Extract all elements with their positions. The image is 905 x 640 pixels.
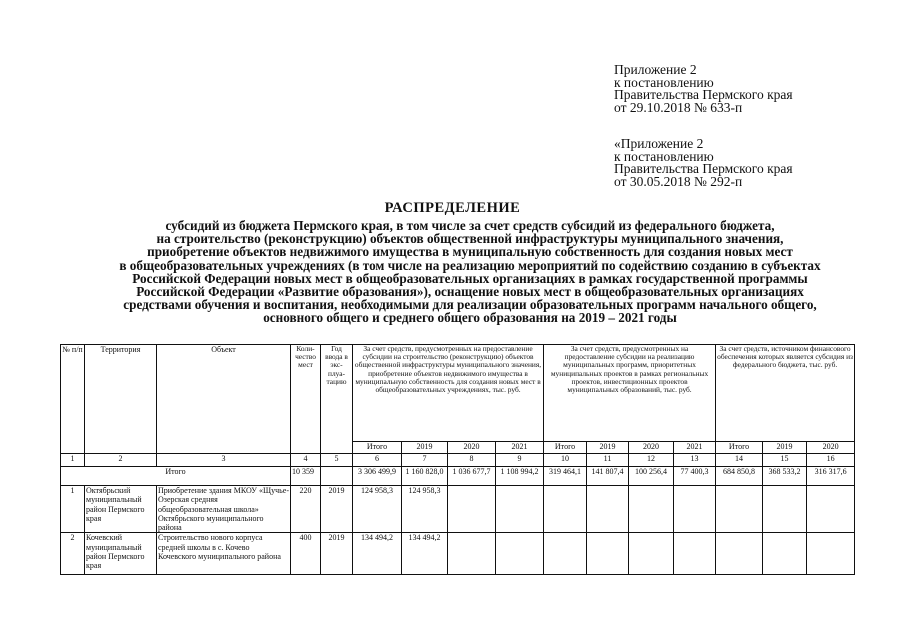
header-group-infrastructure: За счет средств, предусмотренных на предоставление субсидии на строительство (реконструкцию) объектов общественной инфраструктуры муниципального значения, приобретение объектов недвижимого имущества в муниципальную собственность для создания новых мест в общеобразовательных учреждениях, тыс. руб. [353, 345, 544, 442]
header-g3-total: Итого [716, 442, 763, 454]
header-group-programs: За счет средств, предусмотренных на предоставление субсидии на реализацию муниципальных программ, приоритетных муниципальных проектов в рамках региональных проектов, инвестиционных проектов муниципальных образований, тыс. руб. [544, 345, 716, 442]
distribution-table-wrapper [60, 344, 855, 575]
header-g3-2019: 2019 [763, 442, 807, 454]
header-object: Объект [157, 345, 291, 454]
row-g1-2019: 134 494,2 [402, 533, 448, 575]
document-subtitle [40, 219, 900, 325]
header-g1-total: Итого [353, 442, 402, 454]
subtitle-line: средствами обучения и воспитания, необходимыми для реализации образовательных программ начального общего, [123, 297, 817, 313]
total-g1-total: 3 306 499,9 [353, 467, 402, 486]
total-g1-2020: 1 036 677,7 [448, 467, 496, 486]
column-number: 8 [448, 454, 496, 467]
column-number: 3 [157, 454, 291, 467]
column-number: 9 [496, 454, 544, 467]
appendix-line: к постановлению [614, 148, 714, 164]
total-g2-total: 319 464,1 [544, 467, 587, 486]
appendix-line: Правительства Пермского края [614, 87, 793, 102]
header-territory: Территория [85, 345, 157, 454]
row-g1-total: 124 958,3 [353, 486, 402, 533]
column-number: 1 [61, 454, 85, 467]
header-group-federal: За счет средств, источником финансового обеспечения которых является субсидия из федерального бюджета, тыс. руб. [716, 345, 855, 442]
subtitle-line: приобретение объектов недвижимого имущества в муниципальную собственность для создания новых мест [147, 244, 793, 260]
total-g3-2020: 316 317,6 [807, 467, 855, 486]
appendix-line: «Приложение 2 [614, 136, 704, 151]
appendix-line: Правительства Пермского края [614, 161, 793, 176]
row-g1-total: 134 494,2 [353, 533, 402, 575]
total-g3-2019: 368 533,2 [763, 467, 807, 486]
total-g2-2020: 100 256,4 [629, 467, 674, 486]
subtitle-line: в общеобразовательных учреждениях (в том числе на реализацию мероприятий по содействию созданию в субъектах [119, 257, 821, 273]
row-num: 2 [61, 533, 85, 575]
row-object: Строительство нового корпуса средней школы в с. Кочево Кочевского муниципального района [157, 533, 291, 575]
column-number: 10 [544, 454, 587, 467]
appendix-line: от 30.05.2018 № 292-п [614, 173, 743, 189]
row-year: 2019 [321, 486, 353, 533]
column-number: 14 [716, 454, 763, 467]
header-g2-total: Итого [544, 442, 587, 454]
header-seats: Коли-чество мест [291, 345, 321, 454]
total-g3-total: 684 850,8 [716, 467, 763, 486]
table-row [61, 486, 855, 533]
table-row [61, 533, 855, 575]
total-g1-2021: 1 108 994,2 [496, 467, 544, 486]
appendix-line: от 29.10.2018 № 633-п [614, 99, 743, 115]
header-g1-2020: 2020 [448, 442, 496, 454]
total-seats: 10 359 [291, 467, 321, 486]
column-number: 4 [291, 454, 321, 467]
header-g1-2019: 2019 [402, 442, 448, 454]
column-number: 5 [321, 454, 353, 467]
total-g2-2021: 77 400,3 [674, 467, 716, 486]
subtitle-line: основного общего и среднего общего образования на 2019 – 2021 годы [263, 310, 677, 326]
column-number-row [61, 454, 855, 467]
row-territory: Октябрьский муниципальный район Пермского края [85, 486, 157, 533]
row-object: Приобретение здания МКОУ «Щучье-Озерская средняя общеобразовательная школа» Октябрьского муниципального района [158, 486, 290, 533]
subtitle-line: Российской Федерации новых мест в общеобразовательных организациях в рамках государственной программы [132, 270, 808, 286]
header-year: Год ввода в экс-плуа-тацию [321, 345, 353, 454]
header-row [61, 345, 855, 442]
column-number: 15 [763, 454, 807, 467]
header-g2-2021: 2021 [674, 442, 716, 454]
header-g2-2019: 2019 [587, 442, 629, 454]
column-number: 16 [807, 454, 855, 467]
header-g2-2020: 2020 [629, 442, 674, 454]
document-title: РАСПРЕДЕЛЕНИЕ [384, 200, 521, 216]
row-territory: Кочевский муниципальный район Пермского края [85, 533, 157, 575]
total-label: Итого [61, 467, 291, 486]
total-g2-2019: 141 807,4 [587, 467, 629, 486]
row-year: 2019 [321, 533, 353, 575]
subtitle-line: субсидий из бюджета Пермского края, в том числе за счет средств субсидий из федерального бюджета, [165, 218, 775, 233]
header-g3-2020: 2020 [807, 442, 855, 454]
total-year [321, 467, 353, 486]
row-g1-2019: 124 958,3 [402, 486, 448, 533]
row-seats: 400 [291, 533, 321, 575]
header-num: № п/п [61, 345, 85, 454]
total-row [61, 467, 855, 486]
appendix-current [614, 64, 793, 114]
appendix-line: Приложение 2 [614, 62, 697, 77]
row-num: 1 [61, 486, 85, 533]
header-g1-2021: 2021 [496, 442, 544, 454]
column-number: 11 [587, 454, 629, 467]
column-number: 13 [674, 454, 716, 467]
column-number: 12 [629, 454, 674, 467]
subtitle-line: Российской Федерации «Развитие образования»), оснащение новых мест в общеобразовательных организациях [136, 284, 804, 300]
column-number: 7 [402, 454, 448, 467]
total-g1-2019: 1 160 828,0 [402, 467, 448, 486]
column-number: 6 [353, 454, 402, 467]
distribution-table [60, 344, 855, 575]
row-seats: 220 [291, 486, 321, 533]
appendix-line: к постановлению [614, 74, 714, 90]
subtitle-line: на строительство (реконструкцию) объектов общественной инфраструктуры муниципального значения, [156, 231, 784, 247]
column-number: 2 [85, 454, 157, 467]
appendix-previous [614, 138, 793, 188]
